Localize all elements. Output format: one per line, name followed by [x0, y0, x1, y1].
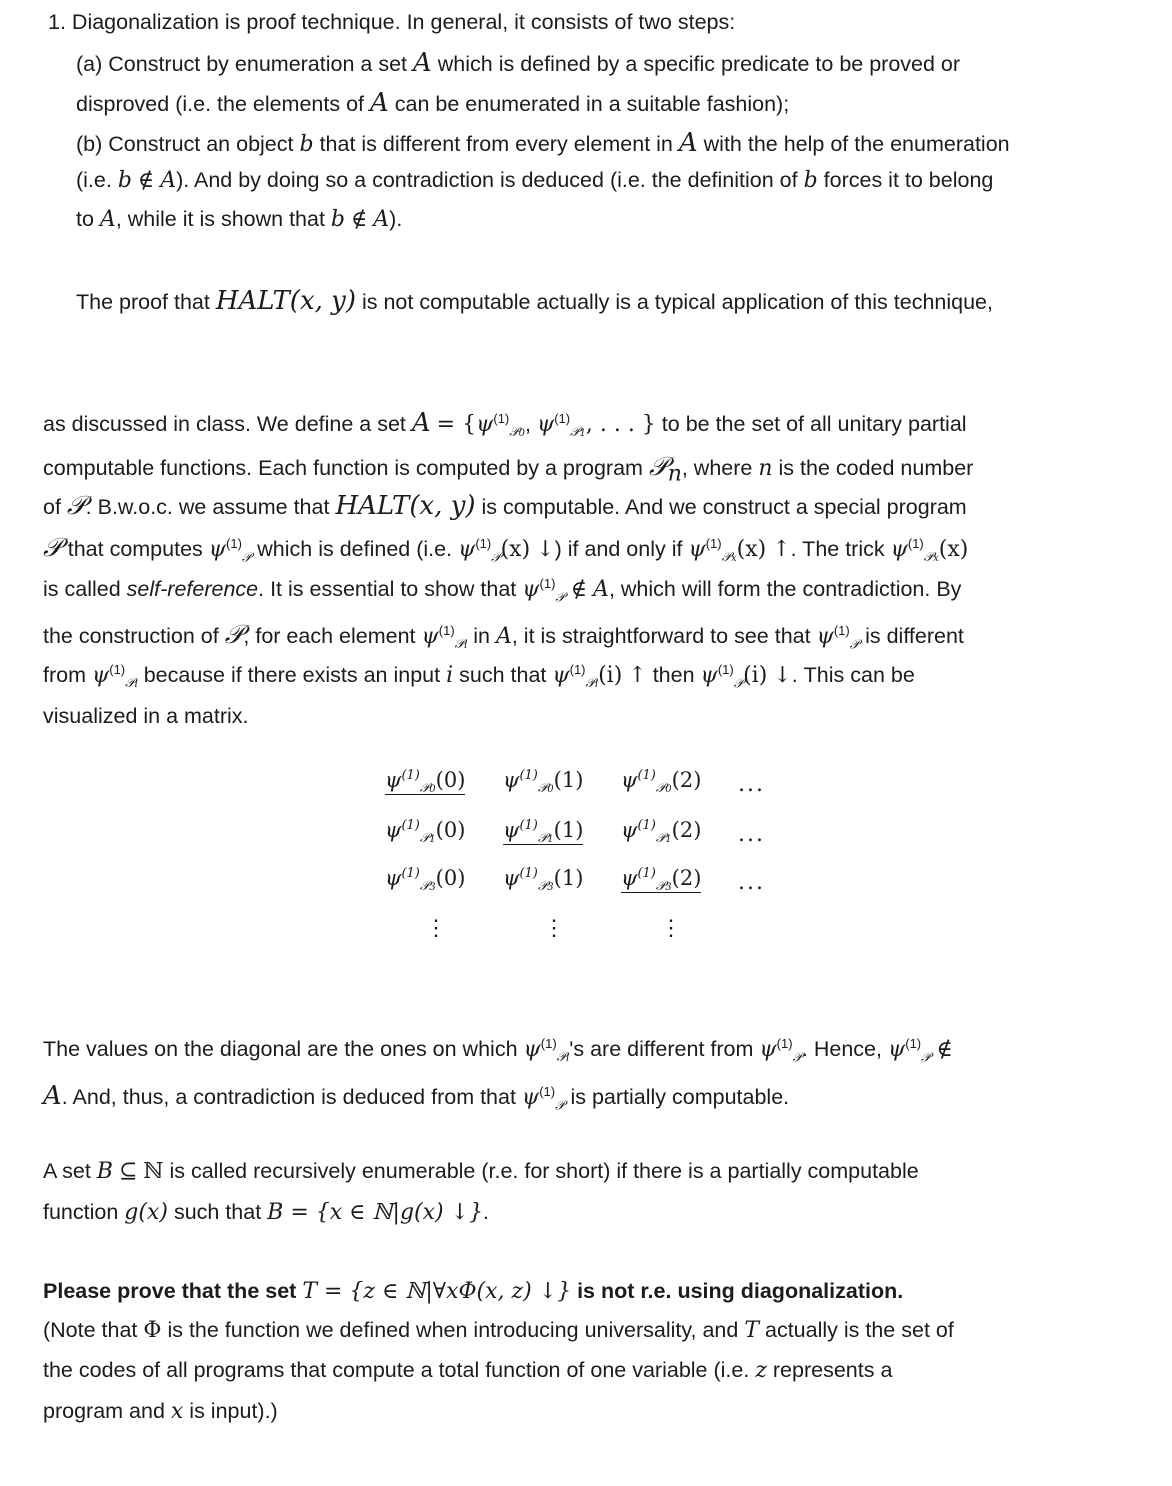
note-line2: the codes of all programs that compute a total function of one variable (i.e. z represents a [43, 1358, 893, 1383]
step-b-line3: to A, while it is shown that b ∉ A). [76, 207, 403, 232]
step-a-line2: disproved (i.e. the elements of A can be enumerated in a suitable fashion); [76, 88, 790, 118]
matrix-hdots-2: ... [738, 870, 765, 895]
matrix-cell-2-1: $\psi^{(1)}_{𝒫3}(1)$ [503, 866, 584, 895]
matrix-cell-1-0: $\psi^{(1)}_{𝒫1}(0)$ [385, 818, 466, 847]
matrix-vdots-2: ⋮ [660, 916, 682, 941]
para4-line1: A set B ⊆ ℕ is called recursively enumerable (r.e. for short) if there is a partially computable [43, 1159, 919, 1184]
note-line1: (Note that Φ is the function we defined when introducing universality, and T actually is the set of [43, 1318, 954, 1343]
halt-paragraph: The proof that HALT(x, y) is not computable actually is a typical application of this technique, [76, 286, 993, 316]
para2-line6: the construction of 𝒫, for each element $\psi^{(1)}_{𝒫i}$ in A, it is straightforward to see that $\psi^{(1)}_𝒫$ is different [43, 620, 964, 653]
para4-line2: function g(x) such that B = {x ∈ ℕ|g(x) ↓}. [43, 1200, 490, 1225]
step-b-line1: (b) Construct an object b that is different from every element in A with the help of the enumeration [76, 128, 1010, 158]
para3-line2: A. And, thus, a contradiction is deduced from that $\psi^{(1)}_𝒫$ is partially computable. [43, 1081, 790, 1114]
matrix-cell-0-2: $\psi^{(1)}_{𝒫0}(2)$ [621, 768, 702, 797]
matrix-hdots-0: ... [738, 772, 765, 797]
matrix-vdots-0: ⋮ [425, 916, 447, 941]
para2-line4: 𝒫 that computes $\psi^{(1)}_𝒫$ which is defined (i.e. $\psi^{(1)}_𝒫(x)$ ↓) if and only if $\psi^{(1)}_{𝒫x}(x)$ ↑. The trick $\psi^{(1)}_{𝒫x}(x)$ [43, 533, 969, 566]
list-number: 1. [48, 10, 66, 34]
matrix-hdots-1: ... [738, 822, 765, 847]
para2-line3: of 𝒫. B.w.o.c. we assume that HALT(x, y) is computable. And we construct a special program [43, 491, 967, 521]
para2-line7: from $\psi^{(1)}_{𝒫i}$ because if there exists an input i such that $\psi^{(1)}_{𝒫i}(i)$ ↑ then $\psi^{(1)}_𝒫(i)$ ↓. This can be [43, 661, 915, 692]
matrix-cell-2-2: $\psi^{(1)}_{𝒫3}(2)$ [621, 866, 702, 895]
para2-line5: is called self-reference. It is essential to show that $\psi^{(1)}_𝒫$ ∉ A, which will form the contradiction. By [43, 575, 962, 606]
note-line3: program and x is input).) [43, 1399, 278, 1424]
para2-line2: computable functions. Each function is computed by a program 𝒫$_n$, where n is the coded number [43, 452, 974, 487]
task-statement: Please prove that the set T = {z ∈ ℕ|∀xΦ(x, z) ↓} is not r.e. using diagonalization. [43, 1279, 904, 1304]
para3-line1: The values on the diagonal are the ones on which $\psi^{(1)}_{𝒫i}'s$ are different from $\psi^{(1)}_𝒫$. Hence, $\psi^{(1)}_𝒫$ ∉ [43, 1035, 953, 1066]
step-b-line2: (i.e. b ∉ A). And by doing so a contradiction is deduced (i.e. the definition of b forces it to belong [76, 168, 994, 193]
matrix-vdots-1: ⋮ [543, 916, 565, 941]
para2-line1: as discussed in class. We define a set $A = \{\psi^{(1)}_{𝒫0}$, $\psi^{(1)}_{𝒫1}$, . . . } to be the set of all unitary partial [43, 408, 967, 441]
step-a-line1: (a) Construct by enumeration a set A which is defined by a specific predicate to be proved or [76, 48, 961, 78]
matrix-cell-0-0: $\psi^{(1)}_{𝒫0}(0)$ [385, 768, 466, 797]
item1-intro [48, 10, 735, 35]
matrix-cell-1-1: $\psi^{(1)}_{𝒫1}(1)$ [503, 818, 584, 847]
matrix-cell-0-1: $\psi^{(1)}_{𝒫0}(1)$ [503, 768, 584, 797]
matrix-cell-1-2: $\psi^{(1)}_{𝒫1}(2)$ [621, 818, 702, 847]
para2-line8: visualized in a matrix. [43, 704, 249, 728]
matrix-cell-2-0: $\psi^{(1)}_{𝒫3}(0)$ [385, 866, 466, 895]
intro-text: Diagonalization is proof technique. In general, it consists of two steps: [71, 10, 736, 34]
